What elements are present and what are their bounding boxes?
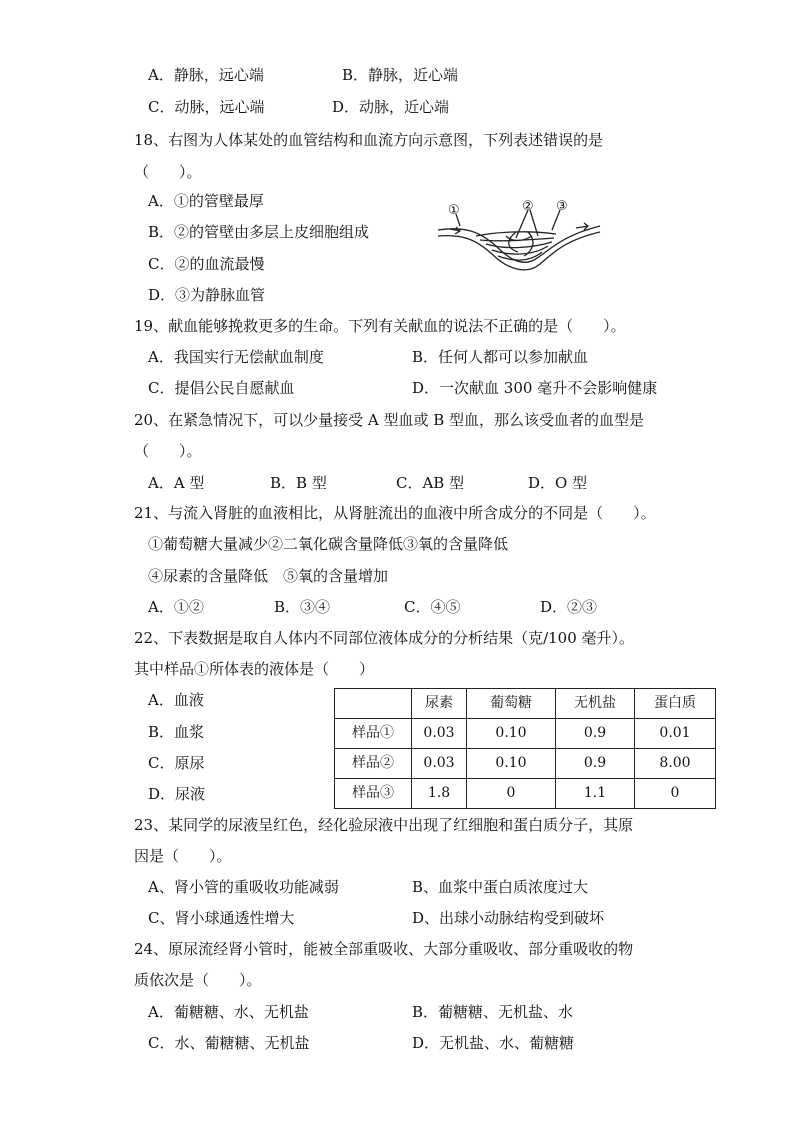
q23-option-b: B、血浆中蛋白质浓度过大 xyxy=(412,878,589,896)
table-cell: 0.03 xyxy=(412,749,467,779)
q23-stem-cont: 因是（ ）。 xyxy=(134,847,232,865)
q18-option-d: D．③为静脉血管 xyxy=(148,286,266,304)
table-row xyxy=(335,719,716,749)
q24-stem: 24、原尿流经肾小管时，能被全部重吸收、大部分重吸收、部分重吸收的物 xyxy=(134,940,634,958)
q19-option-a: A．我国实行无偿献血制度 xyxy=(148,348,324,366)
table-header: 蛋白质 xyxy=(635,689,716,719)
q18-option-a: A．①的管壁最厚 xyxy=(148,192,264,210)
q19-option-d: D．一次献血 300 毫升不会影响健康 xyxy=(412,379,658,397)
table-row xyxy=(335,749,716,779)
q22-option-b: B．血浆 xyxy=(148,723,205,741)
table-cell: 0.10 xyxy=(467,749,556,779)
table-row xyxy=(335,779,716,809)
q20-option-a: A．A 型 xyxy=(148,474,205,492)
q22-option-c: C．原尿 xyxy=(148,754,205,772)
q19-option-c: C．提倡公民自愿献血 xyxy=(148,379,295,397)
table-header: 尿素 xyxy=(412,689,467,719)
table-cell: 0.9 xyxy=(556,749,635,779)
q24-option-a: A．葡糖糖、水、无机盐 xyxy=(148,1003,309,1021)
q18-stem: 18、右图为人体某处的血管结构和血流方向示意图，下列表述错误的是 xyxy=(134,131,604,149)
q18-stem-cont: （ ）。 xyxy=(134,163,202,181)
q21-items-line2: ④尿素的含量降低 ⑤氧的含量增加 xyxy=(148,567,389,585)
q22-stem-cont: 其中样品①所体表的液体是（ ） xyxy=(134,660,375,678)
table-header: 无机盐 xyxy=(556,689,635,719)
q21-items-line1: ①葡萄糖大量减少②二氧化碳含量降低③氧的含量降低 xyxy=(148,535,509,553)
table-header-row xyxy=(335,689,716,719)
table-cell: 0.01 xyxy=(635,719,716,749)
q18-option-b: B．②的管壁由多层上皮细胞组成 xyxy=(148,223,370,241)
q23-stem: 23、某同学的尿液呈红色，经化验尿液中出现了红细胞和蛋白质分子，其原 xyxy=(134,816,634,834)
table-header xyxy=(335,689,412,719)
table-cell: 1.8 xyxy=(412,779,467,809)
label-2: ② xyxy=(522,199,534,214)
q24-stem-cont: 质依次是（ ）。 xyxy=(134,971,262,989)
q23-option-c: C、肾小球通透性增大 xyxy=(148,909,295,927)
q23-option-d: D、出球小动脉结构受到破坏 xyxy=(412,909,605,927)
table-cell: 0 xyxy=(635,779,716,809)
q17-option-c: C．动脉，远心端 xyxy=(148,98,265,116)
q21-option-b: B．③④ xyxy=(274,598,331,616)
q24-option-d: D．无机盐、水、葡糖糖 xyxy=(412,1034,575,1052)
table-cell: 0.03 xyxy=(412,719,467,749)
q22-stem: 22、下表数据是取自人体内不同部位液体成分的分析结果（克/100 毫升）。 xyxy=(134,629,635,647)
table-cell: 样品① xyxy=(335,719,412,749)
table-cell: 0.10 xyxy=(467,719,556,749)
label-3: ③ xyxy=(556,199,568,214)
table-cell: 1.1 xyxy=(556,779,635,809)
q23-option-a: A、肾小管的重吸收功能减弱 xyxy=(148,878,339,896)
q24-option-b: B．葡糖糖、无机盐、水 xyxy=(412,1003,574,1021)
q19-stem: 19、献血能够挽救更多的生命。下列有关献血的说法不正确的是（ ）。 xyxy=(134,317,626,335)
table-cell: 样品③ xyxy=(335,779,412,809)
q21-option-d: D．②③ xyxy=(540,598,598,616)
table-header: 葡萄糖 xyxy=(467,689,556,719)
label-1: ① xyxy=(448,203,460,218)
q21-option-c: C．④⑤ xyxy=(404,598,461,616)
q20-option-c: C．AB 型 xyxy=(396,474,465,492)
q21-stem: 21、与流入肾脏的血液相比，从肾脏流出的血液中所含成分的不同是（ ）。 xyxy=(134,504,656,522)
q17-option-d: D．动脉，近心端 xyxy=(332,98,450,116)
q20-stem: 20、在紧急情况下，可以少量接受 A 型血或 B 型血，那么该受血者的血型是 xyxy=(134,411,645,429)
q17-option-b: B．静脉，近心端 xyxy=(342,66,459,84)
sample-composition-table xyxy=(334,688,716,809)
q22-option-d: D．尿液 xyxy=(148,785,206,803)
table-cell: 0 xyxy=(467,779,556,809)
q19-option-b: B．任何人都可以参加献血 xyxy=(412,348,589,366)
q20-stem-cont: （ ）。 xyxy=(134,442,202,460)
blood-vessel-diagram xyxy=(436,196,602,278)
q17-option-a: A．静脉，远心端 xyxy=(148,66,264,84)
q20-option-d: D．O 型 xyxy=(528,474,588,492)
q24-option-c: C．水、葡糖糖、无机盐 xyxy=(148,1034,310,1052)
q22-option-a: A．血液 xyxy=(148,691,204,709)
table-cell: 8.00 xyxy=(635,749,716,779)
table-cell: 样品② xyxy=(335,749,412,779)
q21-option-a: A．①② xyxy=(148,598,204,616)
table-cell: 0.9 xyxy=(556,719,635,749)
q20-option-b: B．B 型 xyxy=(270,474,327,492)
q18-option-c: C．②的血流最慢 xyxy=(148,255,265,273)
